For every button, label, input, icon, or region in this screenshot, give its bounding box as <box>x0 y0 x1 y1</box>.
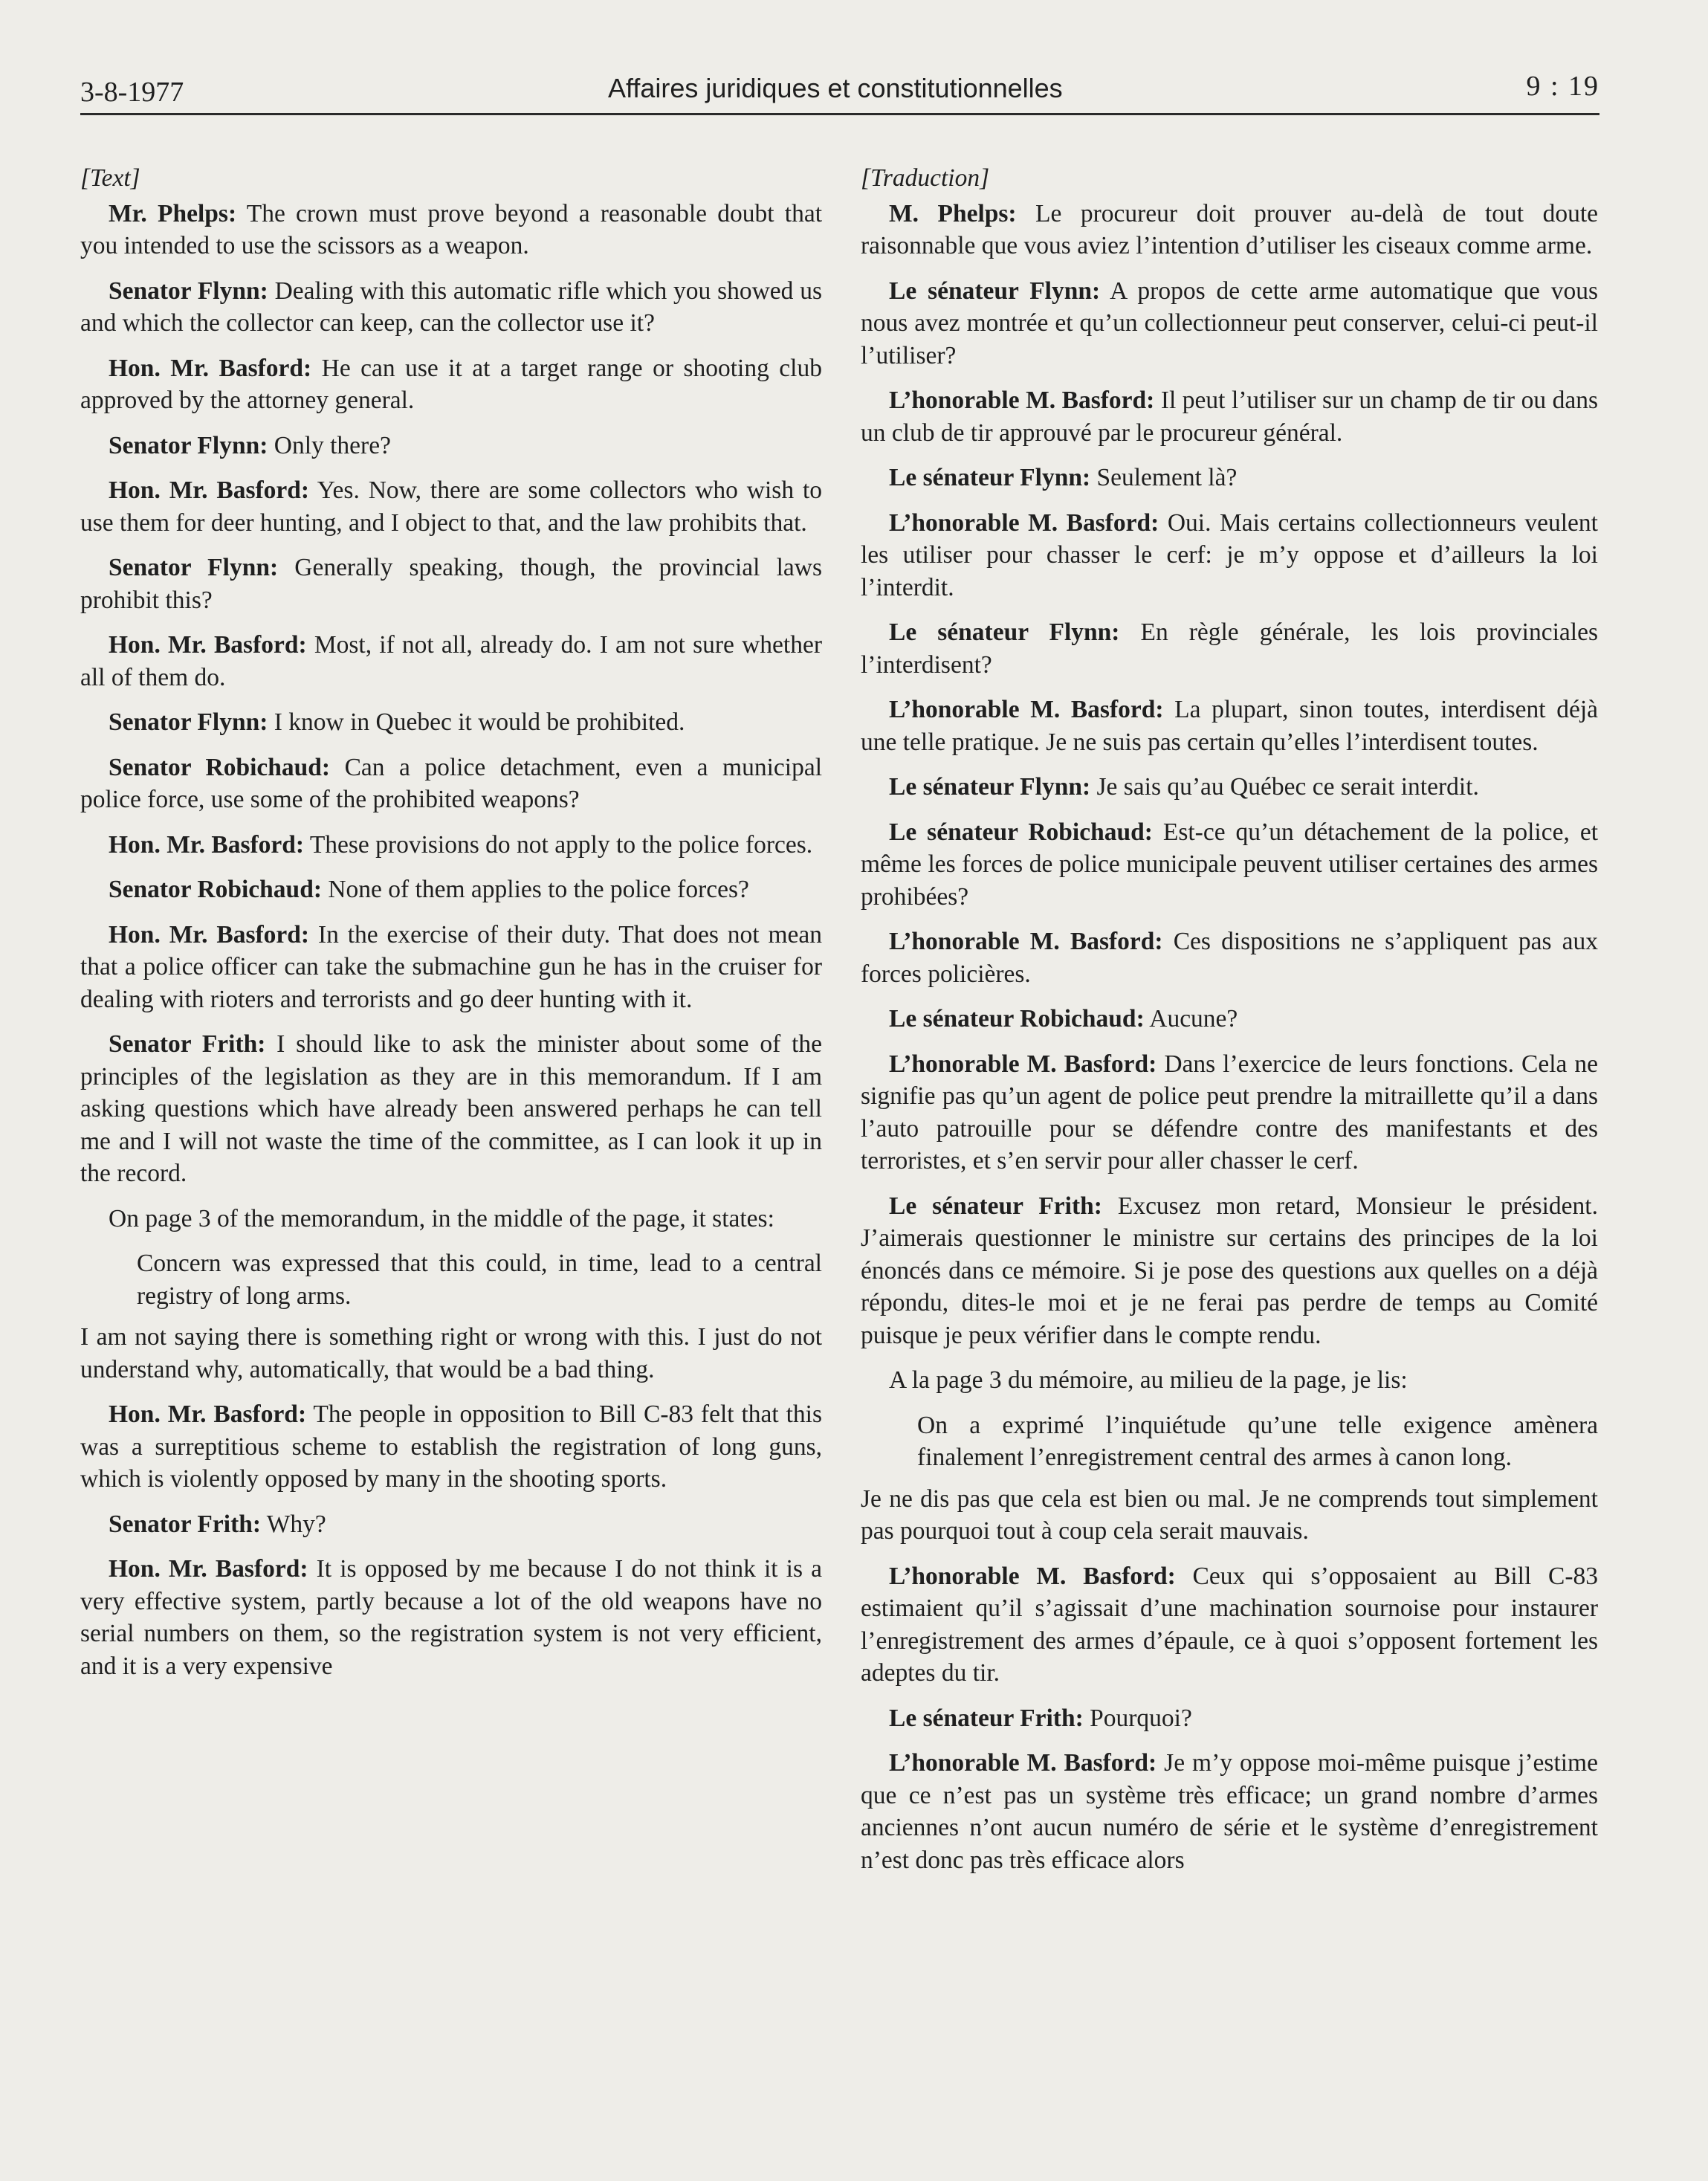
speech-text: These provisions do not apply to the police forces. <box>304 830 813 859</box>
speech-text: Most, if not all, already do. I am not sure whether all of them do. <box>80 631 822 691</box>
transcript-paragraph <box>861 384 1598 449</box>
transcript-paragraph <box>80 352 822 417</box>
speaker-name: Senator Flynn: <box>109 708 268 736</box>
speaker-name: M. Phelps: <box>889 199 1017 227</box>
speaker-name: Hon. Mr. Basford: <box>109 830 305 859</box>
transcript-paragraph <box>861 694 1598 758</box>
speaker-name: Senator Frith: <box>109 1030 266 1058</box>
speaker-name: L’honorable M. Basford: <box>889 508 1159 537</box>
transcript-paragraph <box>80 275 822 340</box>
transcript-paragraph <box>861 1702 1598 1735</box>
speaker-name: Le sénateur Frith: <box>889 1192 1102 1220</box>
speaker-name: Senator Flynn: <box>109 277 268 305</box>
transcript-paragraph <box>80 198 822 262</box>
transcript-paragraph <box>861 816 1598 914</box>
speech-text: Dans l’exercice de leurs fonctions. Cela ne signifie pas qu’un agent de police peut prendre la mitraillette qu’il a dans l’auto patrouille pour se défendre contre des manifestants et des terroristes, et s’en servir pour aller chasser le cerf. <box>861 1050 1598 1174</box>
speech-text: He can use it at a target range or shooting club approved by the attorney general. <box>80 354 822 414</box>
speech-text: Le procureur doit prouver au-delà de tout doute raisonnable que vous aviez l’intention d’utiliser les ciseaux comme arme. <box>861 199 1599 259</box>
transcript-paragraph <box>861 507 1598 604</box>
speech-text: Why? <box>261 1510 326 1538</box>
speaker-name: Senator Robichaud: <box>109 876 322 903</box>
transcript-paragraph <box>80 1508 822 1541</box>
speaker-name: Senator Flynn: <box>109 431 268 459</box>
speech-text: Seulement là? <box>1090 464 1238 491</box>
transcript-paragraph <box>861 616 1598 681</box>
speech-text: Il peut l’utiliser sur un champ de tir ou dans un club de tir approuvé par le procureur général. <box>861 387 1598 447</box>
speaker-name: Senator Frith: <box>109 1510 262 1538</box>
speech-text: It is opposed by me because I do not think it is a very effective system, partly because a lot of the old weapons have no serial numbers on them, so the registration system is not very efficient, and it is a very expensive <box>80 1555 822 1680</box>
transcript-paragraph <box>80 1321 822 1386</box>
speech-text: Generally speaking, though, the provincial laws prohibit this? <box>80 554 822 614</box>
speech-text: The crown must prove beyond a reasonable doubt that you intended to use the scissors as a weapon. <box>80 199 822 259</box>
speaker-name: L’honorable M. Basford: <box>889 696 1164 723</box>
speaker-name: Senator Robichaud: <box>109 753 331 781</box>
speech-text: Oui. Mais certains collectionneurs veulent les utiliser pour chasser le cerf: je m’y oppose et d’ailleurs la loi l’interdit. <box>861 508 1598 601</box>
french-section-label: [Traduction] <box>861 164 990 192</box>
transcript-paragraph <box>80 1203 822 1235</box>
transcript-paragraph <box>80 829 822 862</box>
transcript-paragraph <box>80 706 822 739</box>
speech-text: Pourquoi? <box>1083 1704 1192 1732</box>
speech-text: In the exercise of their duty. That does not mean that a police officer can take the submachine gun he has in the cruiser for dealing with rioters and terrorists and go deer hunting with it. <box>80 920 823 1013</box>
transcript-paragraph <box>861 1048 1598 1177</box>
speaker-name: Le sénateur Flynn: <box>889 277 1101 305</box>
transcript-paragraph <box>80 919 822 1016</box>
speech-text: Yes. Now, there are some collectors who wish to use them for deer hunting, and I object to that, and the law prohibits that. <box>80 476 823 537</box>
transcript-paragraph <box>861 198 1598 262</box>
transcript-paragraph <box>80 552 822 616</box>
speech-text: Excusez mon retard, Monsieur le président. J’aimerais questionner le ministre sur certains des principes de la loi énoncés dans ce mémoire. Si je pose des questions aux quelles on a déjà répondu, dites-le moi et je ne ferai pas perdre de temps au Comité puisque je peux vérifier dans le compte rendu. <box>861 1192 1598 1349</box>
header-page-number: 9 : 19 <box>1526 71 1599 102</box>
speech-text: Je m’y oppose moi-même puisque j’estime que ce n’est pas un système très efficace; un grand nombre d’armes anciennes n’ont aucun numéro de série et le système d’enregistrement n’est donc pas très efficace alors <box>861 1749 1598 1874</box>
speaker-name: Le sénateur Frith: <box>889 1704 1084 1732</box>
speaker-name: Hon. Mr. Basford: <box>109 354 312 382</box>
speech-text: The people in opposition to Bill C-83 felt that this was a surreptitious scheme to establish the registration of long guns, which is violently opposed by many in the shooting sports. <box>80 1400 823 1493</box>
transcript-paragraph <box>80 1553 822 1682</box>
speaker-name: L’honorable M. Basford: <box>889 1050 1157 1078</box>
speaker-name: Senator Flynn: <box>109 554 279 581</box>
speaker-name: Hon. Mr. Basford: <box>109 631 307 659</box>
english-column <box>80 162 822 1695</box>
speech-text: Can a police detachment, even a municipal police force, use some of the prohibited weapons? <box>80 753 823 813</box>
speech-text: None of them applies to the police forces? <box>321 876 749 903</box>
speech-text: Je sais qu’au Québec ce serait interdit. <box>1090 773 1479 801</box>
speaker-name: L’honorable M. Basford: <box>889 1562 1176 1590</box>
speech-text: I should like to ask the minister about some of the principles of the legislation as they are in this memorandum. If I am asking questions which have already been answered perhaps he can tell me and I will not waste the time of the committee, as I can look it up in the record. <box>80 1030 822 1187</box>
speaker-name: Le sénateur Flynn: <box>889 773 1091 801</box>
transcript-paragraph <box>80 873 822 906</box>
speaker-name: L’honorable M. Basford: <box>889 1749 1157 1777</box>
header-title: Affaires juridiques et constitutionnelles <box>608 73 1063 103</box>
transcript-paragraph <box>861 1364 1598 1397</box>
transcript-paragraph <box>861 1560 1598 1690</box>
transcript-paragraph <box>861 1003 1598 1035</box>
speech-text: A propos de cette arme automatique que vous nous avez montrée et qu’un collectionneur peut conserver, celui-ci peut-il l’utiliser? <box>861 277 1598 369</box>
transcript-paragraph <box>861 1190 1598 1352</box>
speaker-name: Mr. Phelps: <box>109 199 237 227</box>
transcript-paragraph <box>80 474 822 539</box>
transcript-paragraph <box>861 275 1598 372</box>
speech-text: I know in Quebec it would be prohibited. <box>268 708 685 736</box>
block-quote: Concern was expressed that this could, in time, lead to a central registry of long arms. <box>137 1250 822 1310</box>
speech-text: La plupart, sinon toutes, interdisent déjà une telle pratique. Je ne suis pas certain qu’elles l’interdisent toutes. <box>861 696 1598 756</box>
transcript-paragraph <box>861 1483 1598 1548</box>
transcript-paragraph <box>861 771 1598 804</box>
transcript-paragraph <box>80 1028 822 1190</box>
speech-text: Aucune? <box>1144 1005 1238 1033</box>
header-date: 3-8-1977 <box>80 77 184 108</box>
speech-text: Ces dispositions ne s’appliquent pas aux forces policières. <box>861 928 1598 988</box>
speaker-name: Hon. Mr. Basford: <box>109 476 310 504</box>
transcript-paragraph <box>80 1398 822 1496</box>
transcript-paragraph <box>861 925 1598 990</box>
transcript-paragraph <box>80 752 822 816</box>
transcript-paragraph <box>80 629 822 694</box>
speech-text: Je ne dis pas que cela est bien ou mal. Je ne comprends tout simplement pas pourquoi tout à coup cela serait mauvais. <box>861 1484 1598 1545</box>
speaker-name: Le sénateur Flynn: <box>889 618 1120 646</box>
transcript-paragraph <box>861 1747 1598 1876</box>
speech-text: On page 3 of the memorandum, in the middle of the page, it states: <box>109 1204 774 1232</box>
block-quote: On a exprimé l’inquiétude qu’une telle exigence amènera finalement l’enregistrement central des armes à canon long. <box>917 1411 1598 1471</box>
speaker-name: Hon. Mr. Basford: <box>109 920 310 949</box>
speaker-name: L’honorable M. Basford: <box>889 928 1163 955</box>
transcript-paragraph <box>861 462 1598 494</box>
speaker-name: Le sénateur Robichaud: <box>889 818 1153 846</box>
english-section-label: [Text] <box>80 164 140 192</box>
speech-text: En règle générale, les lois provinciales l’interdisent? <box>861 618 1598 679</box>
speech-text: A la page 3 du mémoire, au milieu de la page, je lis: <box>889 1366 1408 1394</box>
french-column <box>861 162 1598 1889</box>
speaker-name: Hon. Mr. Basford: <box>109 1400 307 1428</box>
speaker-name: Le sénateur Robichaud: <box>889 1005 1145 1033</box>
speech-text: Dealing with this automatic rifle which you showed us and which the collector can keep, can the collector use it? <box>80 277 822 337</box>
speaker-name: Hon. Mr. Basford: <box>109 1555 308 1583</box>
page-header <box>80 61 1599 115</box>
speech-text: I am not saying there is something right or wrong with this. I just do not understand why, automatically, that would be a bad thing. <box>80 1323 822 1383</box>
speaker-name: L’honorable M. Basford: <box>889 387 1155 414</box>
speech-text: Only there? <box>268 431 391 459</box>
speech-text: Ceux qui s’opposaient au Bill C-83 estimaient qu’il s’agissait d’une machination sournoise pour instaurer l’enregistrement des armes d’épaule, ce à quoi s’opposent fortement les adeptes du tir. <box>861 1562 1598 1687</box>
speech-text: Est-ce qu’un détachement de la police, et même les forces de police municipale peuvent utiliser certaines des armes prohibées? <box>861 818 1598 911</box>
speaker-name: Le sénateur Flynn: <box>889 464 1091 491</box>
transcript-paragraph <box>80 430 822 462</box>
